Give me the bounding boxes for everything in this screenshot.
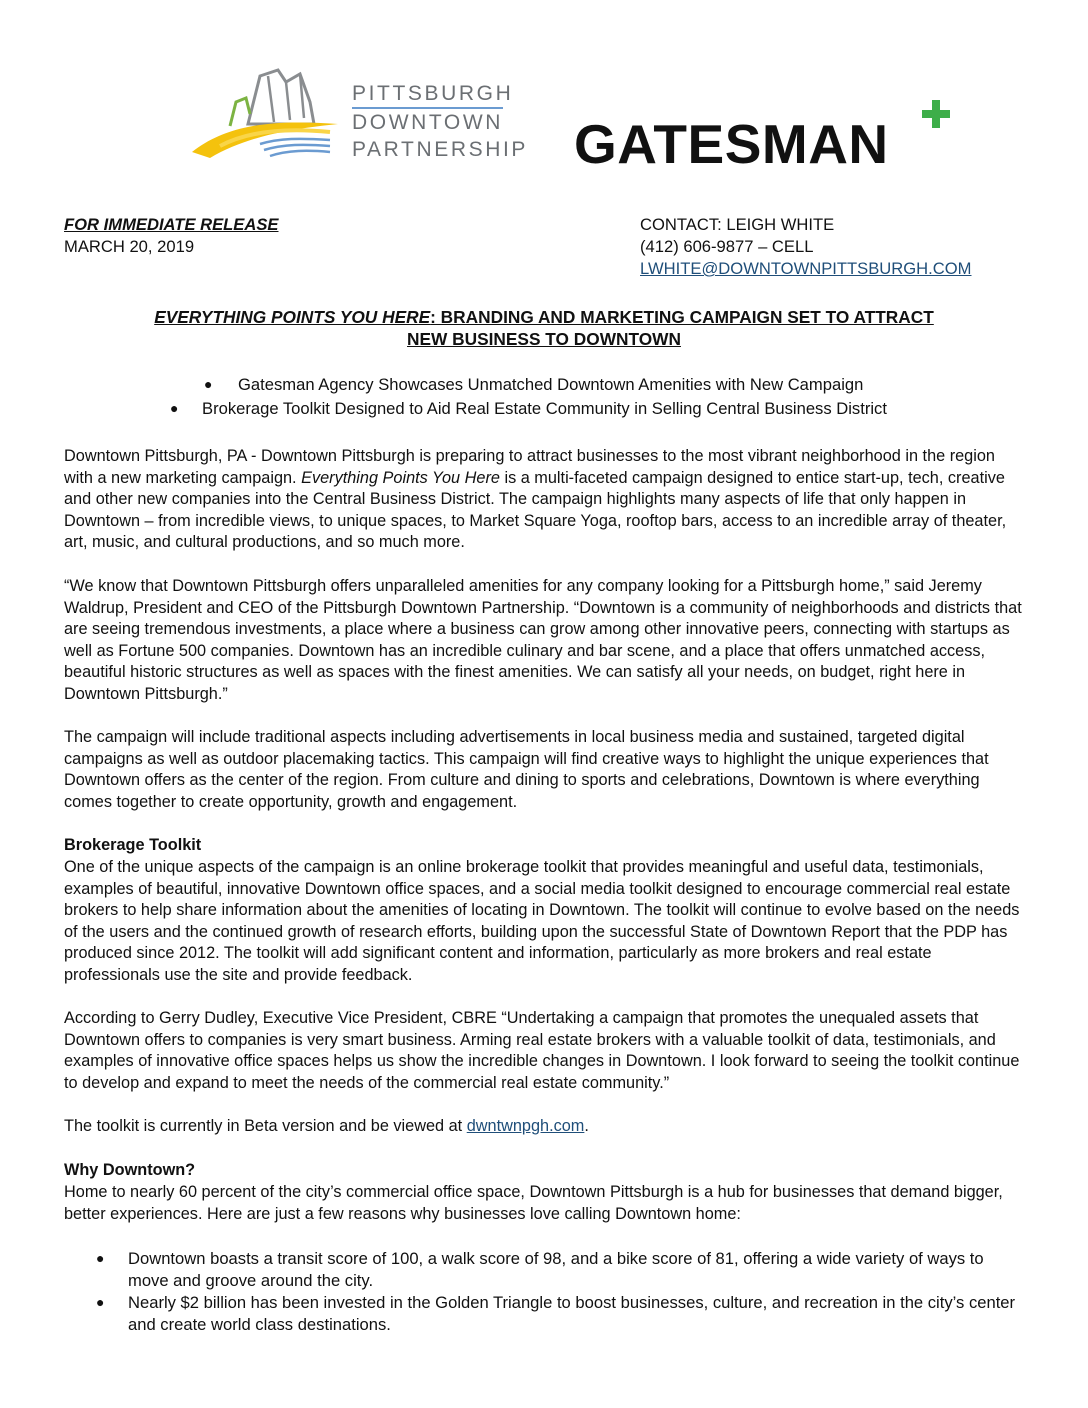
beta-end: . <box>584 1117 589 1135</box>
release-date: MARCH 20, 2019 <box>64 237 195 256</box>
bullet-dot: ● <box>204 376 213 392</box>
gatesman-logo-text: GATESMAN <box>574 113 889 175</box>
bullet-dot: ● <box>96 1250 105 1266</box>
paragraph-quote-waldrup: “We know that Downtown Pittsburgh offers unparalleled amenities for any company looking for a Pittsburgh home,” said Jeremy Waldrup, President and CEO of the Pittsburgh Downtown Partnership. “Downtown is a community of neighborhoods and districts that are seeing tremendous investments, a place where a business can grow among other innovative peers, connecting with startups as well as Fortune 500 companies. Downtown has an incredible culinary and bar scene, and a place that offers unmatched access, beautiful historic structures as well as spaces with the finest amenities. We can satisfy all your needs, on budget, right here in Downtown Pittsburgh.” <box>64 577 1022 703</box>
toolkit-link[interactable]: dwntwnpgh.com <box>466 1117 585 1135</box>
paragraph-intro <box>64 446 1026 554</box>
why-heading: Why Downtown? <box>64 1161 196 1179</box>
beta-text: The toolkit is currently in Beta version and be viewed at <box>64 1117 467 1135</box>
headline <box>60 306 1028 350</box>
campaign-name: Everything Points You Here <box>301 468 500 487</box>
contact-name: CONTACT: LEIGH WHITE <box>640 215 835 234</box>
pdp-logo-line3: PARTNERSHIP <box>352 138 529 161</box>
bullet-dot: ● <box>96 1294 105 1310</box>
why-bullet-2: Nearly $2 billion has been invested in the Golden Triangle to boost businesses, culture, and recreation in the city’s center and create world class destinations. <box>128 1293 1016 1334</box>
why-bullet-1: Downtown boasts a transit score of 100, a walk score of 98, and a bike score of 81, offering a wide variety of ways to move and groove around the city. <box>128 1249 984 1290</box>
pdp-logo <box>190 62 340 162</box>
pdp-logo-line1: PITTSBURGH <box>352 82 514 105</box>
gatesman-logo <box>574 112 889 176</box>
top-bullet-2: Brokerage Toolkit Designed to Aid Real Estate Community in Selling Central Business District <box>202 399 887 418</box>
toolkit-body: One of the unique aspects of the campaign is an online brokerage toolkit that provides meaningful and useful data, testimonials, examples of beautiful, innovative Downtown office spaces, and a social media toolkit designed to encourage commercial real estate brokers to help share information about the amenities of locating in Downtown. The toolkit will continue to evolve based on the needs of the users and the continued growth of research efforts, building upon the successful State of Downtown Report that the PDP has produced since 2012. The toolkit will add significant content and information, particularly as more brokers and real estate professionals use the site and provide feedback. <box>64 858 1020 984</box>
plus-icon <box>922 100 950 128</box>
headline-campaign-name: EVERYTHING POINTS YOU HERE <box>154 307 431 327</box>
paragraph-beta <box>64 1116 1026 1138</box>
pdp-logo-line2: DOWNTOWN <box>352 107 503 136</box>
contact-phone: (412) 606-9877 – CELL <box>640 237 814 256</box>
intro-text-b: is a multi-faceted campaign designed to entice start-up, tech, creative and other new companies into the Central Business District. The campaign highlights many aspects of life that only happen in Downtown – from incredible views, to unique spaces, to Market Square Yoga, rooftop bars, access to an incredible array of theater, art, music, and cultural productions, and so much more. <box>64 468 1007 552</box>
release-label: FOR IMMEDIATE RELEASE <box>64 215 279 234</box>
headline-rest: : BRANDING AND MARKETING CAMPAIGN SET TO ATTRACT <box>430 307 934 327</box>
paragraph-campaign: The campaign will include traditional aspects including advertisements in local business media and sustained, targeted digital campaigns as well as outdoor placemaking tactics. This campaign will find creative ways to highlight the unique experiences that Downtown offers as the center of the region. From culture and dining to sports and celebrations, Downtown is where everything comes together to create opportunity, growth and engagement. <box>64 728 989 811</box>
bullet-dot: ● <box>170 400 179 416</box>
contact-email-link[interactable]: LWHITE@DOWNTOWNPITTSBURGH.COM <box>640 259 972 278</box>
why-body: Home to nearly 60 percent of the city’s commercial office space, Downtown Pittsburgh is a hub for businesses that demand bigger, better experiences. Here are just a few reasons why businesses love calling Downtown home: <box>64 1183 1003 1223</box>
headline-line1 <box>60 306 1028 328</box>
top-bullet-1: Gatesman Agency Showcases Unmatched Downtown Amenities with New Campaign <box>238 375 864 394</box>
paragraph-quote-dudley: According to Gerry Dudley, Executive Vice President, CBRE “Undertaking a campaign that promotes the unequaled assets that Downtown offers to companies is very smart business. Arming real estate brokers with a valuable toolkit of data, testimonials, and examples of innovative office spaces helps us show the incredible changes in Downtown. I look forward to seeing the toolkit continue to develop and expand to meet the needs of the commercial real estate community.” <box>64 1009 1020 1092</box>
headline-line2: NEW BUSINESS TO DOWNTOWN <box>407 329 681 349</box>
toolkit-heading: Brokerage Toolkit <box>64 836 202 854</box>
pdp-logo-text <box>352 80 528 163</box>
pdp-skyline-icon <box>190 62 340 162</box>
intro-text-a: Downtown Pittsburgh, PA - Downtown Pittsburgh is preparing to attract businesses to the most vibrant neighborhood in the region with a new marketing campaign. <box>64 447 995 487</box>
